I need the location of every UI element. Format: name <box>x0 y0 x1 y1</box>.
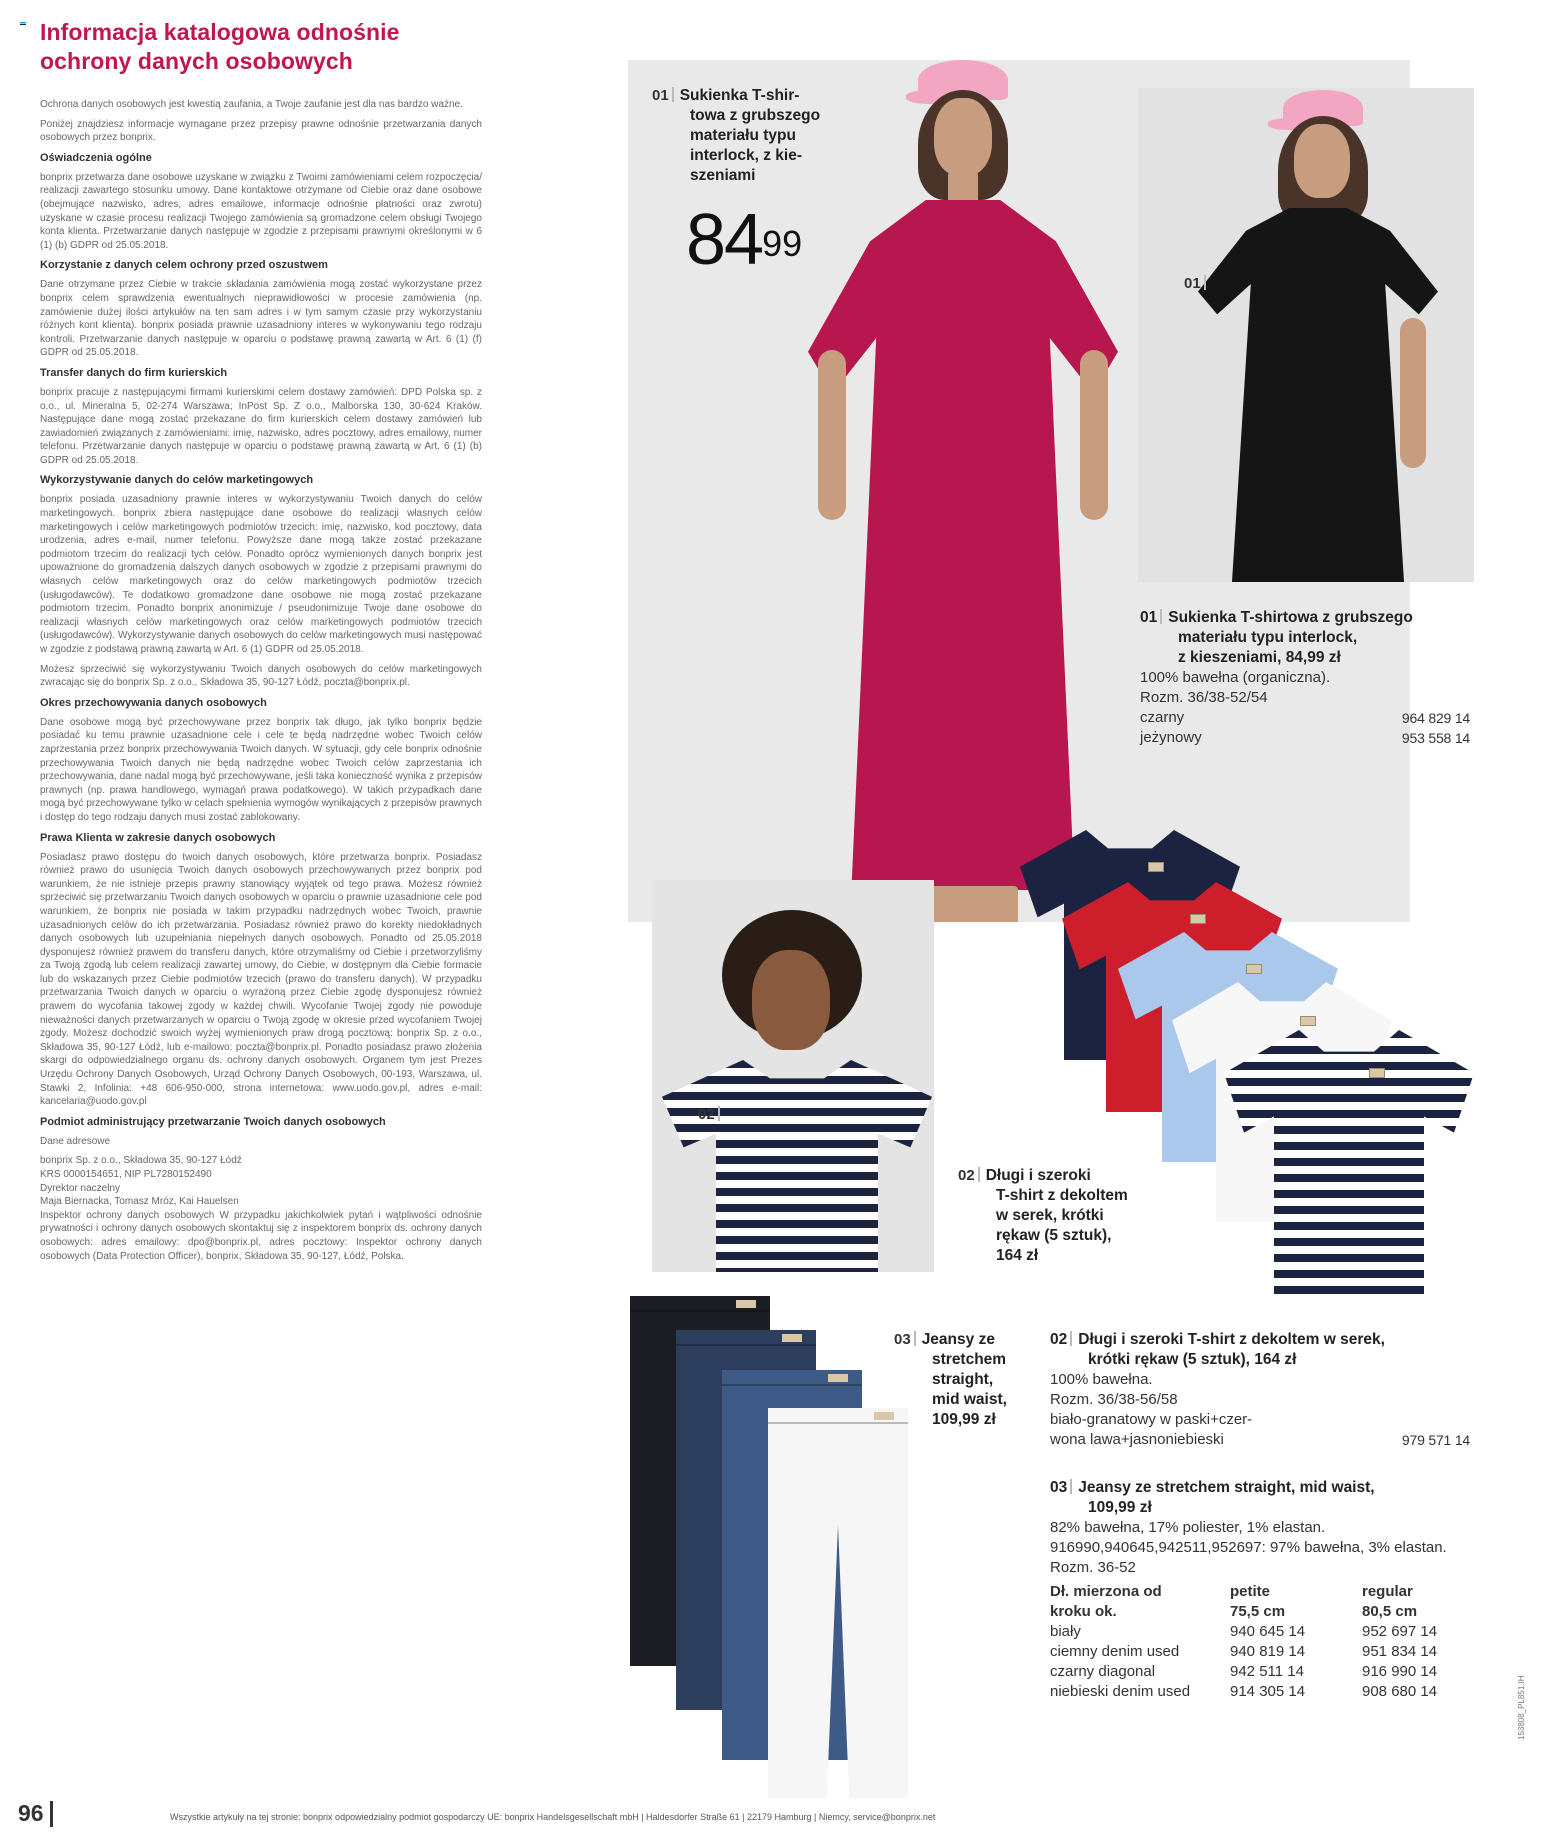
section-body-rights: Posiadasz prawo dostępu do twoich danych osobowych, które przetwarza bonprix. Posiadasz również prawo do usunięcia Twoich danych osobowych przechowywanych przez bonprix pod warunkiem, że nie istnieje przepis prawny stanowiący wyjątek od tego prawa. Możesz również sprzeciwić się przetwarzaniu Twoich danych osobowych w oparciu o prawnie uzasadnione cele pod warunkiem, że bonprix nie posiada w takim przypadku nadrzędnych wobec Twoich, prawnie uzasadnionych celów do ich przetwarzania. Posiadasz również prawo do korekty niedokładnych danych osobowych lub uzupełniania niepełnych danych osobowych. Ponadto od 25.05.2018 dysponujesz również prawem do transferu danych, które otrzymaliśmy od Ciebie i przetworzyliśmy za Twoją zgodą lub celem realizacji zawartej umowy, do Ciebie, w dostępnym dla Ciebie formacie lub do wskazanych przez Ciebie podmiotów trzecich (prawo do transferu danych). W przypadku przetwarzania Twoich danych w oparciu o wyrażoną przez Ciebie zgodę dysponujesz również prawem do wycofania takowej zgody w każdej chwili. Wycofanie Twojej zgody nie powoduje nieważności danych przetwarzanych w oparciu o Twoją zgodę w okresie przed wycofaniem Twojej zgody. Możesz dochodzić swoich wyżej wymienionych praw drogą pocztową: bonprix Sp. z o.o., Składowa 35, 90-127 Łódź, lub e-mailowo: poczta@bonprix.pl. Ponadto posiadasz prawo złożenia skargi do odpowiedzialnego organu ds. ochrony danych osobowych. Organem tym jest Prezes Urzędu Ochrony Danych Osobowych, Urząd Ochrony Danych Osobowych, 00-193, Warszawa, ul. Stawki 2, Infolinia: +48 606-950-000, strona internetowa: www.uodo.gov.pl, adres e-mail: kancelaria@uodo.gov.pl <box>40 851 482 1108</box>
product-03-title: 03 Jeansy ze stretchem straight, mid waist, 109,99 zł <box>1050 1479 1375 1516</box>
berry-dress <box>808 200 1118 890</box>
photo-black-dress <box>1138 88 1474 582</box>
privacy-title: Informacja katalogowa odnośnie ochrony danych osobowych <box>40 19 400 74</box>
section-body-controller-label: Dane adresowe <box>40 1135 111 1147</box>
product-03-description <box>1050 1478 1480 1702</box>
product-03-material: 82% bawełna, 17% poliester, 1% elastan. <box>1050 1519 1326 1536</box>
variant-row: wona lawa+jasnoniebieski 979 571 14 <box>1050 1431 1470 1448</box>
product-03-sizes: Rozm. 36-52 <box>1050 1559 1136 1576</box>
section-heading-retention: Okres przechowywania danych osobowych <box>40 696 267 709</box>
product-01-tag-black: 01 <box>1184 275 1212 293</box>
photo-striped-tshirt-model <box>652 880 934 1272</box>
table-row: czarny diagonal 942 511 14 916 990 14 <box>1050 1663 1438 1680</box>
section-heading-fraud: Korzystanie z danych celem ochrony przed oszustwem <box>40 259 328 272</box>
footer-legal: Wszystkie artykuły na tej stronie: bonprix odpowiedzialny podmiot gospodarczy UE: bonprix Handelsgesellschaft mbH | Haldesdorfer Straße 61 | 22179 Hamburg | Niemcy, service@bonprix.net <box>170 1812 936 1822</box>
section-body-marketing: bonprix posiada uzasadniony prawnie interes w wykorzystywaniu Twoich danych do celów marketingowych. bonprix zbiera następujące dane osobowe do realizacji własnych celów marketingowych i celów marketingowych podmiotów trzecich: imię, nazwisko, kod pocztowy, data urodzenia, adres e-mail, numer telefonu. Powyższe dane mogą także zostać przekazane podmiotom trzecim do realizacji tych celów. Ponadto oprócz wymienionych danych bonprix jest upoważnione do gromadzenia dalszych danych osobowych w zgodzie z przepisami prawnymi do własnych celów marketingowych oraz do celów marketingowych podmiotów trzecich (usługodawców). Te dodatkowo gromadzone dane osobowe nie mogą zostać przekazane podmiotom trzecim. Ponadto bonprix anonimizuje / pseudonimizuje Twoje dane osobowe do realizacji własnych celów marketingowych oraz celów marketingowych podmiotów trzecich (usługodawców). Wykorzystywanie danych osobowych do celów marketingowych musi następować w zgodzie z podstawą prawną zawartą w Art. 6 (1) GDPR od 25.05.2018. <box>40 494 482 655</box>
product-02-color: biało-granatowy w paski+czer- <box>1050 1411 1253 1428</box>
section-heading-rights: Prawa Klienta w zakresie danych osobowych <box>40 831 276 844</box>
product-02-material: 100% bawełna. <box>1050 1371 1153 1388</box>
variant-row: jeżynowy 953 558 14 <box>1140 729 1470 746</box>
product-01-price: $84^{99}$ <box>686 200 803 280</box>
catalogue-code: 153808_PL851.IH <box>1517 1675 1526 1740</box>
face <box>1294 124 1350 198</box>
product-02-title: 02 Długi i szeroki T-shirt z dekoltem w serek, krótki rękaw (5 sztuk), 164 zł <box>1050 1331 1385 1368</box>
striped-tshirt <box>662 1060 932 1272</box>
section-body-fraud: Dane otrzymane przez Ciebie w trakcie składania zamówienia mogą zostać wykorzystane przez bonprix celem sprawdzenia ewentualnych nieprawidłowości w procesie zamówienia (np. zamówienie dużej ilości artykułów na ten sam adres i w tym samym czasie przy wykorzystaniu różnych kont klienta). bonprix posiada prawnie uzasadniony interes w wykonywaniu tego rodzaju kontroli. Przetwarzanie danych następuje w oparciu o podstawę prawną zawartą w Art. 6 (1) (f) GDPR od 25.05.2018. <box>40 279 482 359</box>
privacy-intro-1: Ochrona danych osobowych jest kwestią zaufania, a Twoje zaufanie jest dla nas bardzo ważne. <box>40 99 463 110</box>
product-01-sizes: Rozm. 36/38-52/54 <box>1140 689 1268 706</box>
jeans-size-table <box>1050 1582 1437 1702</box>
table-row: ciemny denim used 940 819 14 951 834 14 <box>1050 1643 1438 1660</box>
page-number: 96 <box>18 1800 53 1827</box>
section-heading-controller: Podmiot administrujący przetwarzanie Twoich danych osobowych <box>40 1115 386 1128</box>
section-body-marketing-objection: Możesz sprzeciwić się wykorzystywaniu Twoich danych osobowych do celów marketingowych zwracając się do bonprix Sp. z o.o., Składowa 35, 90-127 Łódź, poczta@bonprix.pl. <box>40 663 482 689</box>
table-header-row: kroku ok. 75,5 cm 80,5 cm <box>1050 1603 1418 1620</box>
section-heading-marketing: Wykorzystywanie danych do celów marketingowych <box>40 474 314 487</box>
section-body-dpo: Inspektor ochrony danych osobowych W przypadku jakichkolwiek pytań i wątpliwości odnośnie prywatności i ochrony danych osobowych skontaktuj się z inspektorem bonprix ds. ochrony danych osobowych: adres emailowy: dpo@bonprix.pl, adres pocztowy: Inspektor ochrony danych osobowych (Data Protection Officer), bonprix, Składowa 35, 90-127, Łódź, Polska. <box>40 1209 482 1262</box>
arm-left <box>818 350 846 520</box>
section-heading-couriers: Transfer danych do firm kurierskich <box>40 366 228 379</box>
privacy-intro-2: Poniżej znajdziesz informacje wymagane przez przepisy prawne odnośnie przetwarzania danych osobowych przez bonprix. <box>40 118 482 144</box>
arm-right <box>1080 350 1108 520</box>
table-row: niebieski denim used 914 305 14 908 680 14 <box>1050 1683 1438 1700</box>
product-01-callout: 01 Sukienka T-shir- towa z grubszego materiału typu interlock, z kie- szeniami <box>652 87 821 184</box>
face <box>752 950 830 1050</box>
page-number-divider <box>50 1801 53 1827</box>
product-01-description <box>1140 608 1470 748</box>
face <box>934 98 992 176</box>
section-heading-general: Oświadczenia ogólne <box>40 151 152 164</box>
product-02-callout: 02 Długi i szeroki T-shirt z dekoltem w serek, krótki rękaw (5 sztuk), 164 zł <box>958 1167 1128 1264</box>
product-02-tag: 02 <box>698 1106 726 1124</box>
product-02-description <box>1050 1330 1470 1450</box>
variant-row: czarny 964 829 14 <box>1140 709 1470 726</box>
privacy-info-column <box>40 18 482 1269</box>
product-01-title: 01 Sukienka T-shirtowa z grubszego materiału typu interlock, z kieszeniami, 84,99 zł <box>1140 609 1413 666</box>
table-row: biały 940 645 14 952 697 14 <box>1050 1623 1438 1640</box>
arm-right <box>1400 318 1426 468</box>
section-body-retention: Dane osobowe mogą być przechowywane przez bonprix tak długo, jak tylko bonprix będzie posiadać ku temu prawnie uzasadnione cele i cele te będą nadrzędne wobec Twoich celów zaprzestania przez bonprix przechowywania Twoich danych. W sytuacji, gdy cele bonprix odnośnie przechowywania Twoich danych nie będą nadrzędne wobec Twoich celów zaprzestania ich przechowywania, dane nadal mogą być przechowywane, jeśli taka konieczność wynika z przepisów prawnych (np. prawa handlowego, wymagań prawa podatkowego). W takich przypadkach dane mogą być przechowywane tylko w celach spełnienia wymogów wynikających z przepisów prawnych i dostęp do tego rodzaju danych musi zostać zablokowany. <box>40 716 482 823</box>
section-body-general: bonprix przetwarza dane osobowe uzyskane w związku z Twoimi zamówieniami celem rozpoczęcia/ realizacji zawartego stosunku umowy. Dane kontaktowe otrzymane od Ciebie oraz dane osobowe (obejmujące nazwisko, adres, adres emailowe, informacje odnośnie płatności oraz zwrotu) uzyskane w czasie procesu realizacji Twojego zamówienia są gromadzone celem obsługi Twojego konta klienta. Przetwarzanie danych następuje w zgodzie z przepisami prawnymi określonymi w 6 (1) (b) GDPR od 25.05.2018. <box>40 171 482 251</box>
registration-mark <box>20 22 26 26</box>
controller-address: bonprix Sp. z o.o., Składowa 35, 90-127 Łódź KRS 0000154651, NIP PL7280152490 Dyrektor naczelny Maja Biernacka, Tomasz Mróz, Kai Hauelsen <box>40 1155 242 1208</box>
section-body-couriers: bonprix pracuje z następującymi firmami kurierskimi celem dostawy zamówień: DPD Polska sp. z o.o., ul. Mineralna 5, 02-274 Warszawa; InPost Sp. Z o.o., Malborska 130, 30-624 Kraków. Następujące dane mogą zostać przekazane do firm kurierskich celem dostawy zamówień lub zawiadomień związanych z zamówieniami: imię, nazwisko, adres pocztowy, adres emailowy, numer telefonu. Przetwarzanie danych następuje w oparciu o podstawę prawną zawartą w Art. 6 (1) (b) GDPR od 25.05.2018. <box>40 386 482 466</box>
table-header-row: Dł. mierzona od petite regular <box>1050 1583 1413 1600</box>
product-01-material: 100% bawełna (organiczna). <box>1140 669 1331 686</box>
product-03-callout: 03 Jeansy ze stretchem straight, mid waist, 109,99 zł <box>894 1331 1007 1428</box>
product-03-material-alt: 916990,940645,942511,952697: 97% bawełna, 3% elastan. <box>1050 1539 1447 1556</box>
product-02-sizes: Rozm. 36/38-56/58 <box>1050 1391 1178 1408</box>
